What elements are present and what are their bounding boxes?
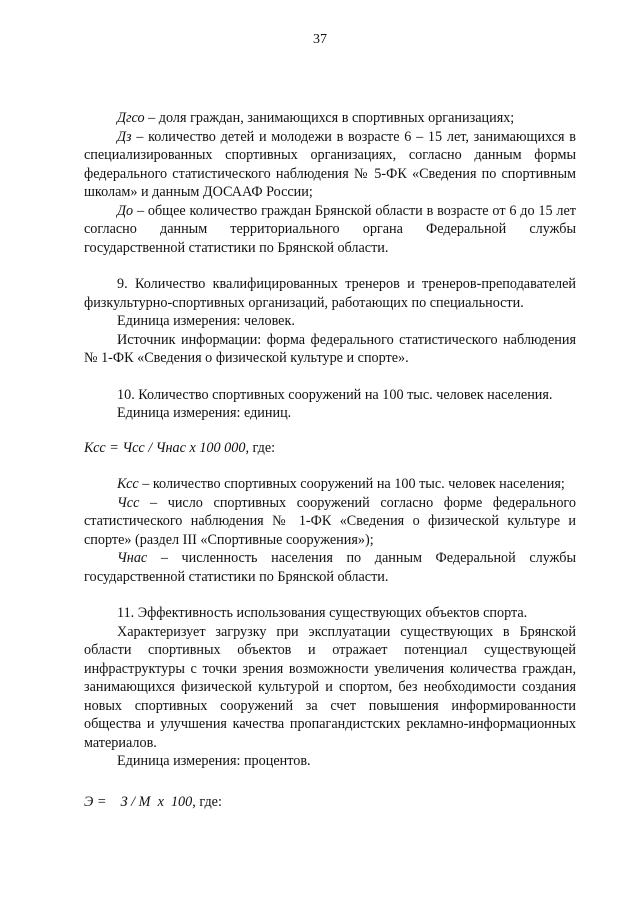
item-11-description: Характеризует загрузку при эксплуатации существующих в Брянской области спортивных объектов и отражает потенциал существующей инфраструктуры с точки зрения возможности увеличения количества граждан, занимающихся физической культурой и спортом, без необходимости создания новых спортивных сооружений за счет повышения информированности общества и улучшения качества пропагандистских рекламно-информационных материалов. (84, 623, 576, 751)
term-dgso: Дгсо (117, 110, 145, 126)
item-10-formula: Ксс = Чсс / Чнас x 100 000, где: (84, 439, 276, 456)
definition-kss: Ксс – количество спортивных сооружений на 100 тыс. человек населения; (117, 476, 565, 492)
item-11-title: 11. Эффективность использования существующих объектов спорта. (117, 605, 528, 621)
term-do: До (117, 202, 134, 219)
definition-dgso: Дгсо – доля граждан, занимающихся в спортивных организациях; (117, 110, 515, 126)
definition-do: До – общее количество граждан Брянской области в возрасте от 6 до 15 лет согласно данным территориального органа Федеральной службы государственной статистики по Брянской области. (84, 202, 576, 256)
term-dz: Дз (117, 128, 132, 145)
definition-chss: Чсс – число спортивных сооружений согласно форме федерального статистического наблюдения № 1-ФК «Сведения о физической культуре и спорте» (раздел III «Спортивные сооружения»); (84, 494, 576, 548)
page-number: 37 (313, 32, 327, 47)
item-10-title: 10. Количество спортивных сооружений на 100 тыс. человек населения. (117, 386, 553, 403)
item-11-formula: Э = З / М х 100, где: (84, 793, 222, 810)
item-9-title: 9. Количество квалифицированных тренеров и тренеров-преподавателей физкультурно-спортивных организаций, работающих по специальности. (84, 276, 576, 311)
definition-chnas: Чнас – численность населения по данным Федеральной службы государственной статистики по Брянской области. (84, 550, 576, 585)
item-9-source: Источник информации: форма федерального статистического наблюдения № 1-ФК «Сведения о физической культуре и спорте». (84, 331, 576, 366)
definition-dz: Дз – количество детей и молодежи в возрасте 6 – 15 лет, занимающихся в специализированных спортивных организациях, согласно данным формы федерального статистического наблюдения № 5-ФК «Сведения по спортивным школам» и данным ДОСААФ России; (84, 128, 576, 200)
item-11-unit: Единица измерения: процентов. (117, 753, 311, 769)
item-10-unit: Единица измерения: единиц. (117, 405, 292, 421)
item-9-unit: Единица измерения: человек. (117, 313, 295, 329)
document-body (84, 109, 576, 811)
